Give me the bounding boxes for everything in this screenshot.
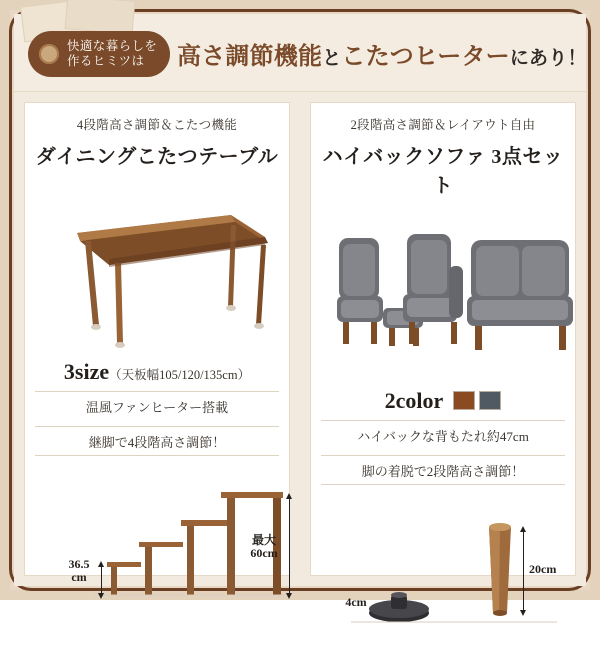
sofa-subtitle: 2段階高さ調節＆レイアウト自由 (350, 118, 536, 132)
column-table (14, 92, 300, 586)
paper-strip-decor (65, 0, 136, 35)
table-feature-2: 継脚で4段階高さ調節！ (35, 426, 279, 456)
table-min-height-value: 36.5 (68, 557, 90, 571)
column-sofa (300, 92, 586, 609)
dining-table-illustration (35, 175, 299, 357)
header-banner (14, 14, 586, 92)
sofa-leg-tall-value: 20cm (529, 562, 557, 576)
color-swatch-gray (479, 391, 501, 410)
sofa-color-swatches (453, 391, 501, 410)
sofa-title: ハイバックソファ 3点セット (322, 146, 564, 197)
badge-text (67, 39, 157, 69)
table-feature-1: 温風ファンヒーター搭載 (35, 391, 279, 420)
card-sofa (310, 102, 576, 609)
sofa-leg-diagram (321, 491, 565, 641)
sofa-set-illustration (321, 204, 585, 386)
table-height-diagram (35, 462, 279, 612)
card-table (24, 102, 290, 584)
title-part-4: にあり！ (509, 48, 587, 69)
table-min-height-unit: cm (71, 570, 87, 584)
page-title (177, 36, 587, 71)
table-size-detail: （天板幅105/120/135cm） (109, 368, 251, 382)
table-product-image (35, 175, 279, 357)
table-size-spec (35, 359, 279, 385)
title-part-3: こたつヒーター (341, 44, 510, 70)
table-subtitle: 4段階高さ調節＆こたつ機能 (76, 118, 238, 132)
color-swatch-brown (453, 391, 475, 410)
sofa-product-image (321, 204, 565, 386)
sofa-leg-short-value: 4cm (345, 595, 367, 609)
sofa-leg-tall-arrow (523, 531, 524, 611)
badge-line-2: 作るヒミツは (67, 54, 145, 68)
content-frame (14, 14, 587, 609)
header-badge (28, 31, 170, 77)
table-max-height-value: 60cm (250, 546, 278, 560)
table-min-height-arrow (101, 566, 102, 594)
product-columns (14, 92, 586, 609)
badge-dot-icon (39, 44, 59, 64)
sofa-leg-short-label (335, 596, 377, 609)
table-max-height-label (241, 534, 287, 560)
table-size-value: 3size (63, 359, 110, 384)
table-max-height-title: 最大 (251, 533, 276, 547)
sofa-color-spec (321, 388, 565, 414)
table-max-height-arrow (289, 498, 290, 594)
sofa-feature-1: ハイバックな背もたれ約47cm (321, 420, 565, 449)
sofa-leg-tall-label (529, 563, 577, 576)
table-min-height-label (59, 558, 99, 584)
title-part-1: 高さ調節機能 (177, 44, 323, 70)
sofa-color-value: 2color (384, 388, 444, 413)
table-title: ダイニングこたつテーブル (35, 146, 279, 168)
title-part-2: と (322, 48, 342, 69)
sofa-feature-2: 脚の着脱で2段階高さ調節！ (321, 455, 565, 485)
badge-line-1: 快適な暮らしを (67, 39, 158, 53)
